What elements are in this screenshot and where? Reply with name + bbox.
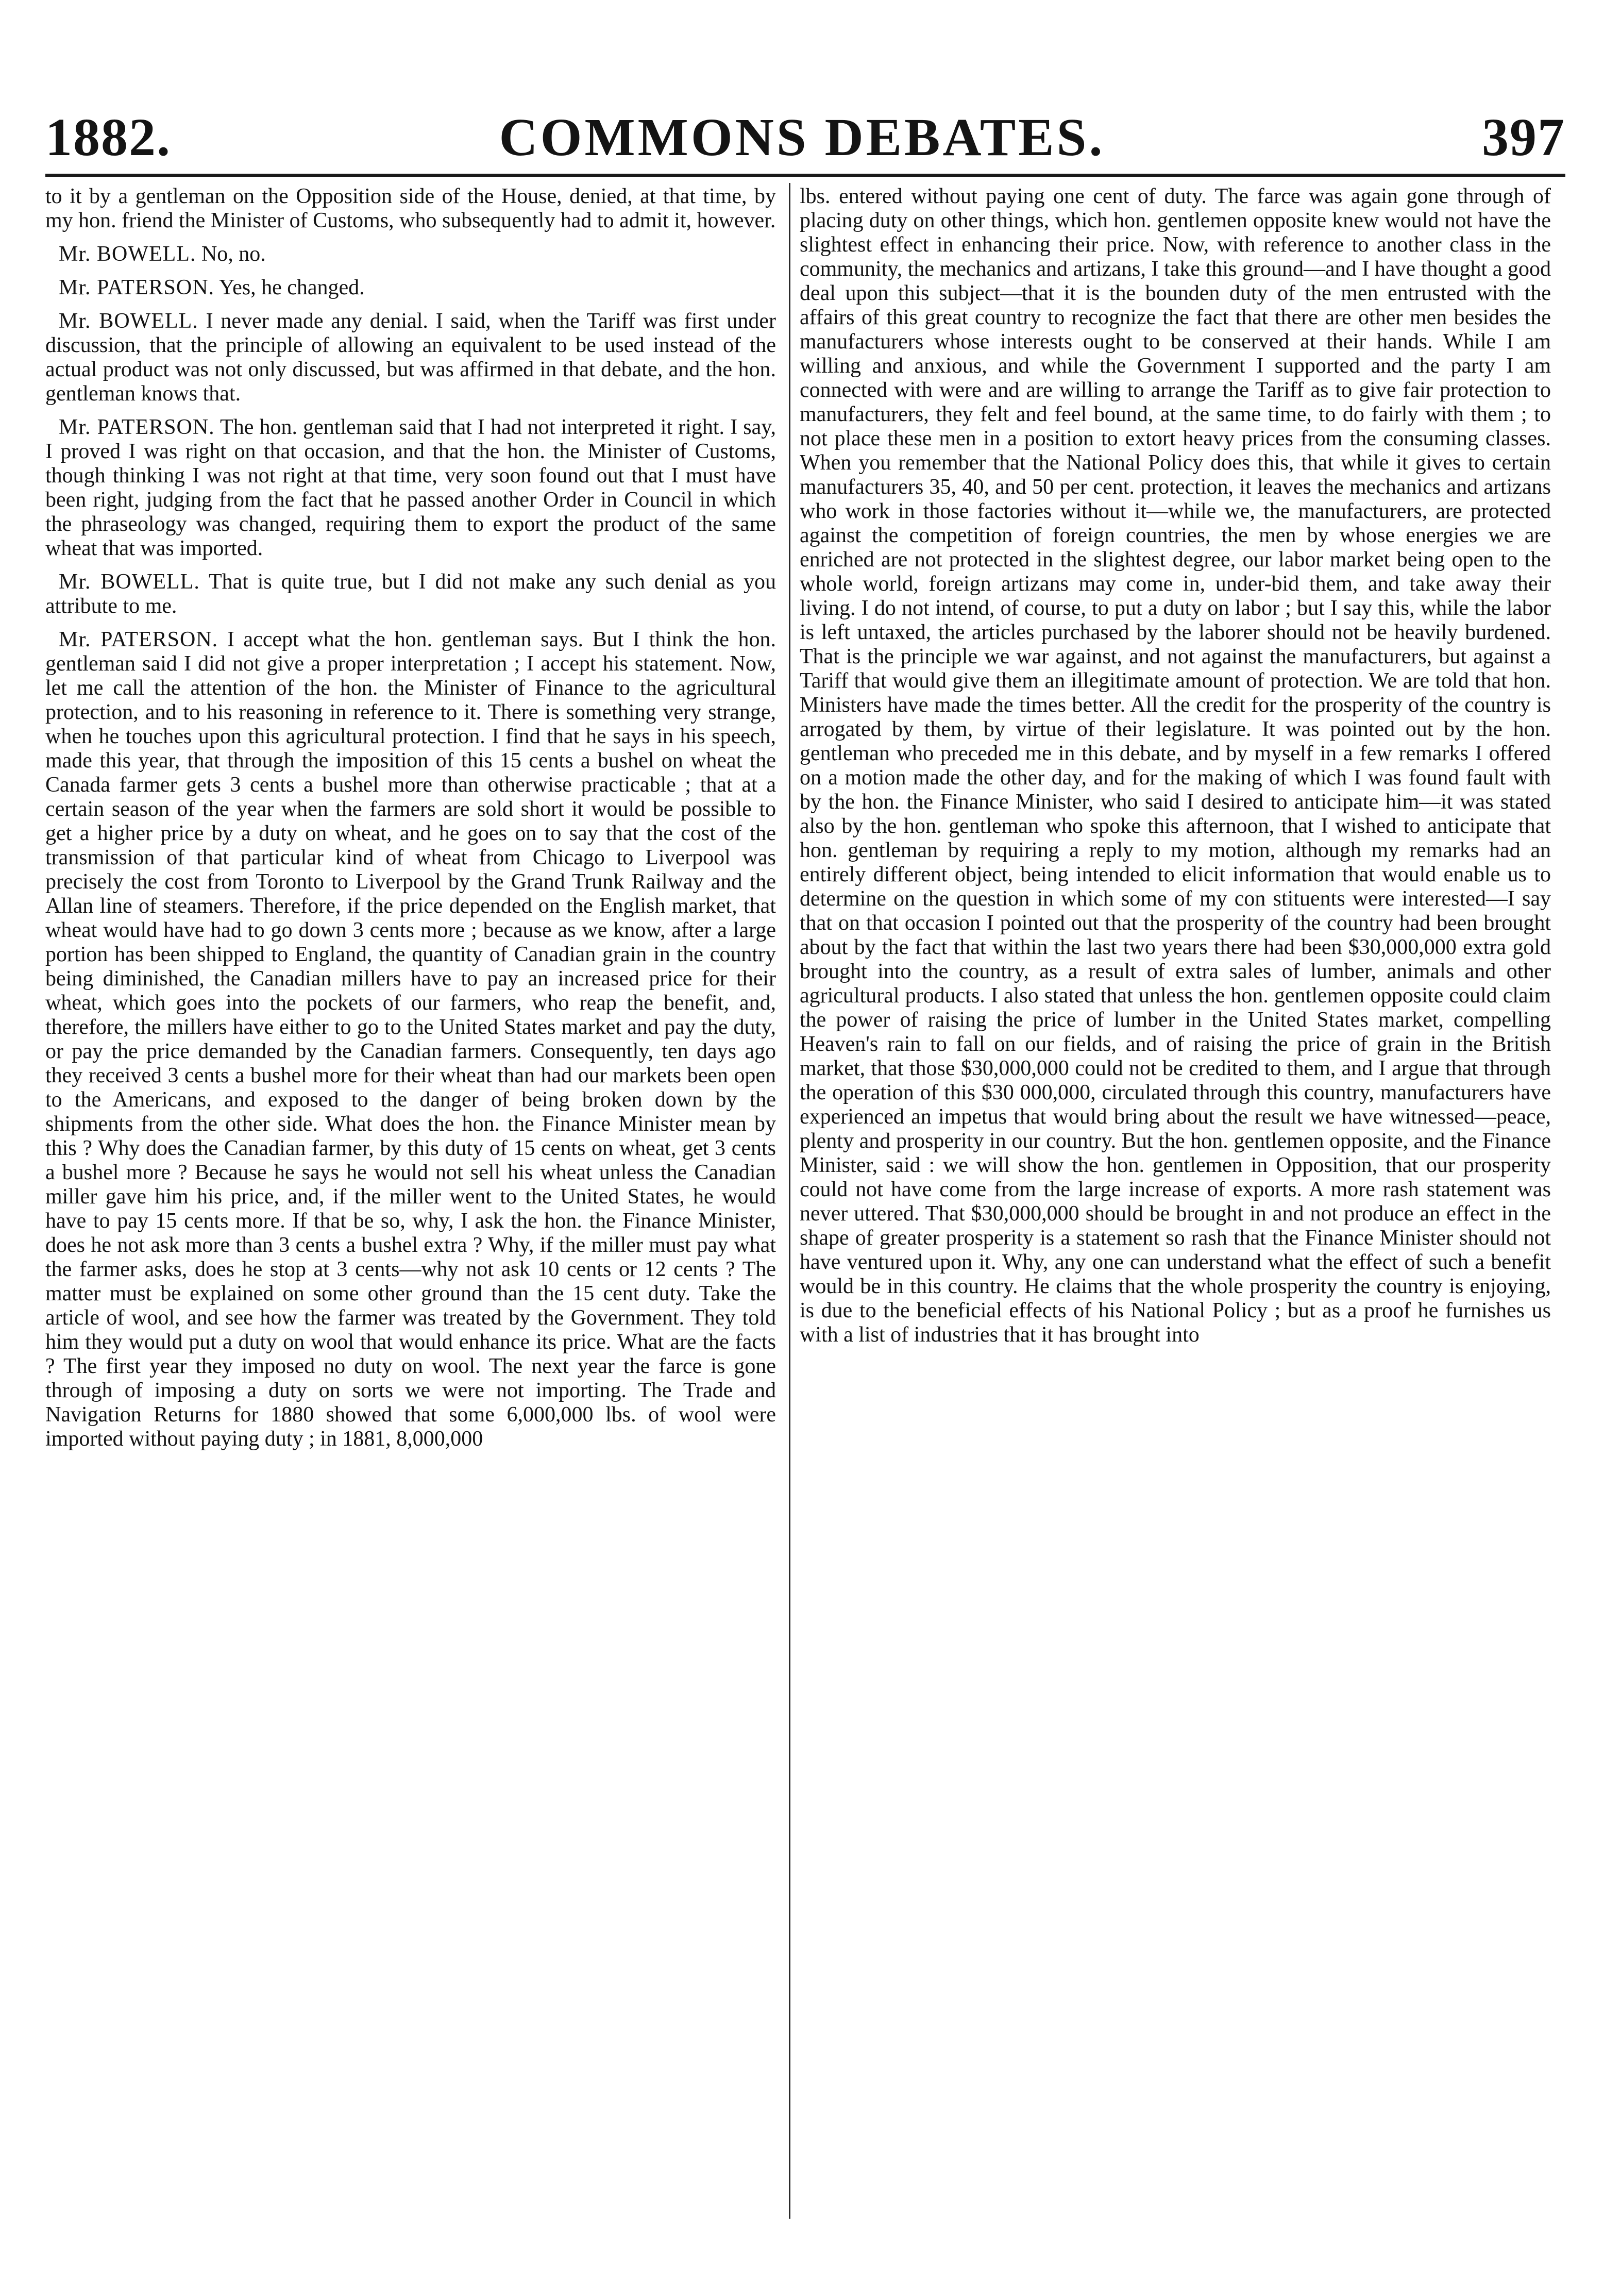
speaker-name: Mr. PATERSON.: [59, 628, 218, 651]
speaker-name: Mr. BOWELL.: [59, 570, 200, 594]
page-number: 397: [1482, 108, 1565, 167]
paragraph-text: I never made any denial. I said, when the Tariff was first under discussion, that the principle of allowing an equivalent to be used instead of the actual product was not only discussed, but was affirmed in that debate, and the hon. gentleman knows that.: [45, 309, 776, 406]
paragraph: [45, 570, 776, 618]
header-title: COMMONS DEBATES.: [499, 108, 1105, 167]
paragraph: [45, 276, 776, 300]
left-column: [45, 185, 776, 1451]
paragraph-text: lbs. entered without paying one cent of duty. The farce was again gone through of placing duty on other things, which hon. gentlemen opposite knew would not have the slightest effect in enhancing their price. Now, with reference to another class in the community, the mechanics and artizans, I take this ground—and I have thought a good deal upon this subject—that it is the bounden duty of the men entrusted with the affairs of this great country to recognize the fact that there are other men besides the manufacturers whose interests ought to be conserved at their hands. While I am willing and anxious, and while the Government I supported and the party I am connected with were and are willing to arrange the Tariff as to give fair protection to manufacturers, they felt and feel bound, at the same time, to do fairly with them ; to not place these men in a position to extort heavy prices from the consuming classes. When you remember that the National Policy does this, that while it gives to certain manufacturers 35, 40, and 50 per cent. protection, it leaves the mechanics and artizans who work in those factories without it—while we, the manufacturers, are protected against the competition of foreign countries, the men by whose energies we are enriched are not protected in the slightest degree, our labor market being open to the whole world, foreign artizans may come in, under-bid them, and take away their living. I do not intend, of course, to put a duty on labor ; but I say this, while the labor is left untaxed, the articles purchased by the laborer should not be heavily burdened. That is the principle we war against, and not against the manufacturers, but against a Tariff that would give them an illegitimate amount of protection. We are told that hon. Ministers have made the times better. All the credit for the prosperity of the country is arrogated by them, by virtue of their legislature. It was pointed out by the hon. gentleman who preceded me in this debate, and by myself in a few remarks I offered on a motion made the other day, and for the making of which I was found fault with by the hon. the Finance Minister, who said I desired to anticipate him—it was stated also by the hon. gentleman who spoke this afternoon, that I wished to anticipate that hon. gentleman by requiring a reply to my motion, although my remarks had an entirely different object, being intended to elicit information that would enable us to determine on the question in which some of my con stituents were interested—I say that on that occasion I pointed out that the prosperity of the country had been brought about by the fact that within the last two years there had been $30,000,000 extra gold brought into the country, as a result of extra sales of lumber, animals and other agricultural products. I also stated that unless the hon. gentlemen opposite could claim the power of raising the price of lumber in the United States market, compelling Heaven's rain to fall on our fields, and of raising the price of grain in the British market, that those $30,000,000 could not be credited to them, and I argue that through the operation of this $30 000,000, circulated through this country, manufacturers have experienced an impetus that would bring about the result we have witnessed—peace, plenty and prosperity in our country. But the hon. gentlemen opposite, and the Finance Minister, said : we will show the hon. gentlemen in Opposition, that our prosperity could not have come from the large increase of exports. A more rash statement was never uttered. That $30,000,000 should be brought in and not produce an effect in the shape of greater prosperity is a statement so rash that the Finance Minister should not have ventured upon it. Why, any one can understand what the effect of such a benefit would be in this country. He claims that the whole prosperity the country is enjoying, is due to the beneficial effects of his National Policy ; but as a proof he furnishes us with a list of industries that it has brought into: [800, 185, 1551, 1347]
paragraph-text: The hon. gentleman said that I had not interpreted it right. I say, I proved I was right on that occasion, and that the hon. the Minister of Customs, though thinking I was not right at that time, very soon found out that I must have been right, judging from the fact that he passed another Order in Council in which the phraseology was changed, requiring them to export the product of the same wheat that was imported.: [45, 415, 776, 560]
paragraph: [45, 242, 776, 266]
paragraph-text: Yes, he changed.: [219, 276, 365, 299]
right-column: [800, 185, 1551, 1347]
speaker-name: Mr. PATERSON.: [59, 415, 215, 439]
speaker-name: Mr. BOWELL.: [59, 309, 198, 333]
paragraph: [45, 185, 776, 233]
paragraph-text: No, no.: [201, 242, 266, 266]
speaker-name: Mr. BOWELL.: [59, 242, 196, 266]
paragraph-text: to it by a gentleman on the Opposition side of the House, denied, at that time, by my hon. friend the Minister of Customs, who subsequently had to admit it, however.: [45, 185, 776, 232]
paragraph: [45, 309, 776, 406]
paragraph-text: I accept what the hon. gentleman says. But I think the hon. gentleman said I did not give a proper interpretation ; I accept his statement. Now, let me call the attention of the hon. the Minister of Finance to the agricultural protection, and to his reasoning in reference to it. There is something very strange, when he touches upon this agricultural protection. I find that he says in his speech, made this year, that through the imposition of this 15 cents a bushel on wheat the Canada farmer gets 3 cents a bushel more than otherwise practicable ; that at a certain season of the year when the farmers are sold short it would be possible to get a higher price by a duty on wheat, and he goes on to say that the cost of the transmission of that particular kind of wheat from Chicago to Liverpool was precisely the cost from Toronto to Liverpool by the Grand Trunk Railway and the Allan line of steamers. Therefore, if the price depended on the English market, that wheat would have had to go down 3 cents more ; because as we know, after a large portion has been shipped to England, the quantity of Canadian grain in the country being diminished, the Canadian millers have to pay an increased price for their wheat, which goes into the pockets of our farmers, who reap the benefit, and, therefore, the millers have either to go to the United States market and pay the duty, or pay the price demanded by the Canadian farmers. Consequently, ten days ago they received 3 cents a bushel more for their wheat than had our markets been open to the Americans, and exposed to the danger of being broken down by the shipments from the other side. What does the hon. the Finance Minister mean by this ? Why does the Canadian farmer, by this duty of 15 cents on wheat, get 3 cents a bushel more ? Because he says he would not sell his wheat unless the Canadian miller gave him his price, and, if the miller went to the United States, he would have to pay 15 cents more. If that be so, why, I ask the hon. the Finance Minister, does he not ask more than 3 cents a bushel extra ? Why, if the miller must pay what the farmer asks, does he stop at 3 cents—why not ask 10 cents or 12 cents ? The matter must be explained on some other ground than the 15 cent duty. Take the article of wool, and see how the farmer was treated by the Government. They told him they would put a duty on wool that would enhance its price. What are the facts ? The first year they imposed no duty on wool. The next year the farce is gone through of imposing a duty on sorts we were not importing. The Trade and Navigation Returns for 1880 showed that some 6,000,000 lbs. of wool were imported without paying duty ; in 1881, 8,000,000: [45, 628, 776, 1451]
paragraph: [45, 415, 776, 561]
paragraph-text: That is quite true, but I did not make any such denial as you attribute to me.: [45, 570, 776, 618]
column-divider: [789, 183, 790, 2219]
header-year: 1882.: [45, 108, 171, 167]
paragraph: [45, 628, 776, 1451]
speaker-name: Mr. PATERSON.: [59, 276, 215, 299]
header-rule: [45, 174, 1565, 177]
paragraph: [800, 185, 1551, 1347]
